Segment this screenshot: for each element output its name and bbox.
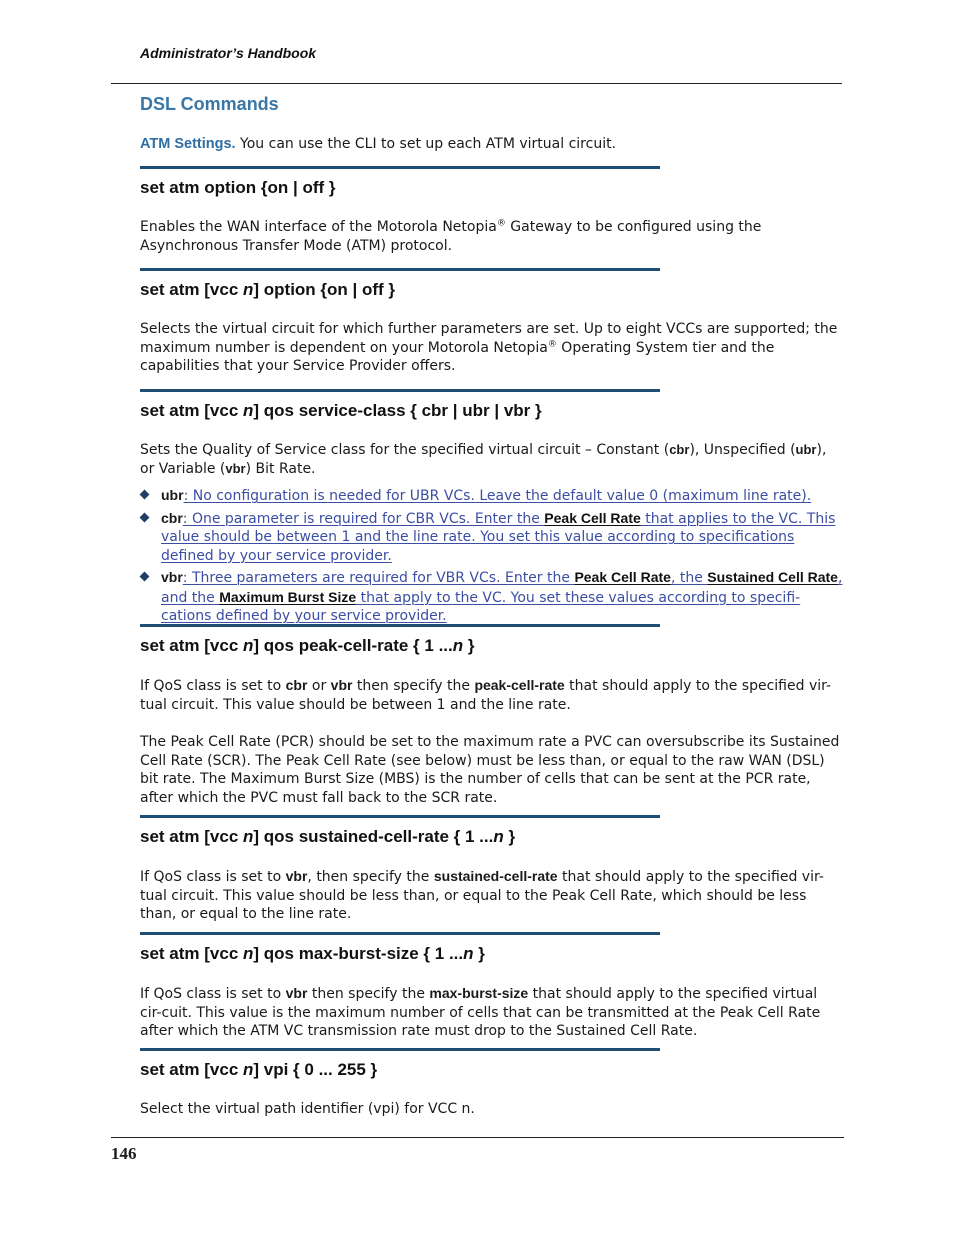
command-rule [140, 624, 660, 627]
list-item-ubr: ubr: No configuration is needed for UBR VCs. Leave the default value 0 (maximum line rate). [140, 486, 843, 506]
command-block-sustained-cell-rate [140, 815, 843, 924]
command-description: Select the virtual path identifier (vpi) for VCC n. [140, 1101, 475, 1117]
command-rule [140, 815, 660, 818]
ubr-description-link[interactable]: : No configuration is needed for UBR VCs. Leave the default value 0 (maximum line rate). [183, 488, 812, 504]
command-description: If QoS class is set to vbr then specify the max-burst-size that should apply to the specified virtual cir-cuit. This value is the maximum number of cells that can be transmitted at the Peak Cell Rate after which the ATM VC transmission rate must drop to the Sustained Cell Rate. [140, 985, 821, 1039]
intro-paragraph [140, 135, 840, 154]
header-rule [111, 83, 842, 84]
command-rule [140, 932, 660, 935]
diamond-bullet-icon [140, 572, 150, 582]
command-block-max-burst-size [140, 932, 843, 1041]
command-rule [140, 268, 660, 271]
command-description: Selects the virtual circuit for which further parameters are set. Up to eight VCCs are supported; the maximum number is dependent on your Motorola Netopia® Operating System tier and the capabilities that your Service Provider offers. [140, 321, 838, 374]
command-block-peak-cell-rate [140, 624, 843, 807]
command-title: set atm [vcc n] qos peak-cell-rate { 1 ...n } [140, 636, 475, 655]
command-block-atm-option [140, 166, 843, 255]
cbr-description-link[interactable]: : One parameter is required for CBR VCs. Enter the Peak Cell Rate that applies to the VC. This value should be between 1 and the line rate. You set this value according to specifications defined by your service provider. [161, 509, 836, 564]
command-title: set atm [vcc n] qos max-burst-size { 1 ...n } [140, 944, 485, 963]
command-block-vpi [140, 1048, 843, 1119]
command-description: If QoS class is set to cbr or vbr then specify the peak-cell-rate that should apply to the specified vir-tual circuit. This value should be between 1 and the line rate. [140, 677, 832, 713]
command-description: Sets the Quality of Service class for the specified virtual circuit – Constant (cbr), Unspecified (ubr), or Variable (vbr) Bit Rate. [140, 442, 827, 477]
command-note: The Peak Cell Rate (PCR) should be set to the maximum rate a PVC can oversubscribe its Sustained Cell Rate (SCR). The Peak Cell Rate (see below) must be less than, or equal to the raw WAN (DSL) bit rate. The Maximum Burst Size (MBS) is the number of cells that can be sent at the PCR rate, after which the PVC must fall back to the SCR rate. [140, 734, 840, 806]
running-header: Administrator’s Handbook [140, 45, 317, 61]
section-title: DSL Commands [140, 94, 279, 114]
command-title: set atm [vcc n] vpi { 0 ... 255 } [140, 1060, 378, 1079]
registered-mark: ® [496, 218, 506, 229]
command-rule [140, 166, 660, 169]
command-block-service-class [140, 389, 843, 629]
command-description: Enables the WAN interface of the Motorola Netopia® Gateway to be configured using the Asynchronous Transfer Mode (ATM) protocol. [140, 218, 762, 254]
vbr-description-link[interactable]: : Three parameters are required for VBR VCs. Enter the Peak Cell Rate, the Sustained Cell Rate, and the Maximum Burst Size that apply to the VC. You set these values according to specifi-cations defined by your service provider. [161, 569, 843, 624]
page-number: 146 [111, 1144, 137, 1163]
intro-text: You can use the CLI to set up each ATM virtual circuit. [235, 136, 617, 152]
command-title: set atm [vcc n] option {on | off } [140, 280, 396, 299]
command-rule [140, 1048, 660, 1051]
service-class-list [140, 486, 843, 626]
footer-rule [111, 1137, 844, 1138]
list-item-cbr: cbr: One parameter is required for CBR VCs. Enter the Peak Cell Rate that applies to the VC. This value should be between 1 and the line rate. You set this value according to specifications defined by your service provider. [140, 509, 843, 566]
diamond-bullet-icon [140, 512, 150, 522]
command-title: set atm [vcc n] qos service-class { cbr | ubr | vbr } [140, 401, 542, 420]
intro-lead: ATM Settings. [140, 136, 236, 152]
command-block-vcc-option [140, 268, 843, 376]
command-title: set atm [vcc n] qos sustained-cell-rate { 1 ...n } [140, 827, 516, 846]
command-description: If QoS class is set to vbr, then specify the sustained-cell-rate that should apply to the specified vir-tual circuit. This value should be less than, or equal to the Peak Cell Rate, which should be less than, or equal to the line rate. [140, 868, 824, 922]
list-item-vbr: vbr: Three parameters are required for VBR VCs. Enter the Peak Cell Rate, the Sustained Cell Rate, and the Maximum Burst Size that apply to the VC. You set these values according to specifi-cations defined by your service provider. [140, 568, 843, 626]
command-rule [140, 389, 660, 392]
command-title: set atm option {on | off } [140, 178, 336, 197]
registered-mark: ® [547, 338, 557, 349]
diamond-bullet-icon [140, 490, 150, 500]
